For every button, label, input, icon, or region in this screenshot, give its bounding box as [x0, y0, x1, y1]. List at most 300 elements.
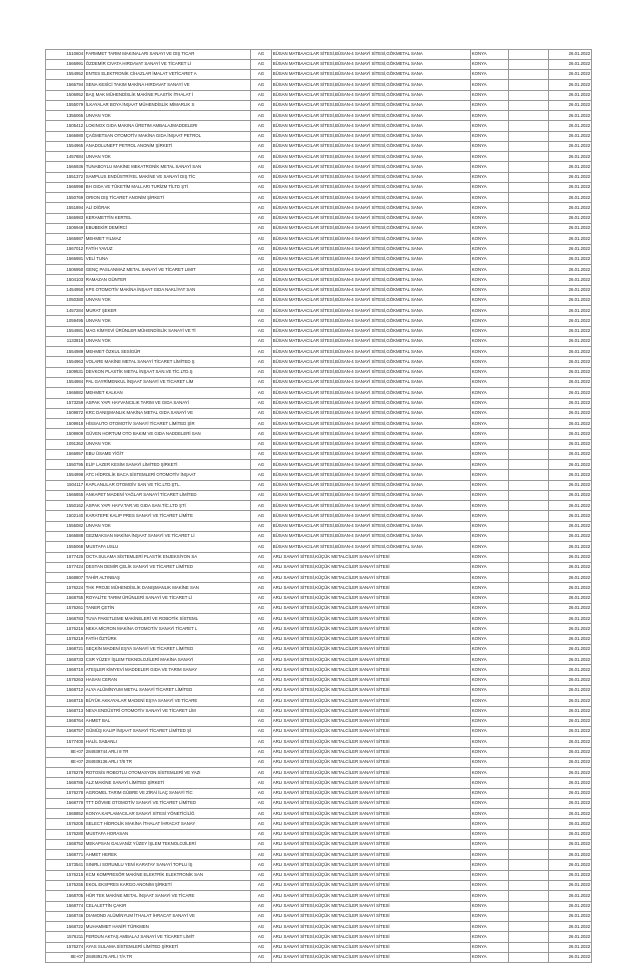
cell-name[interactable]: KARATEPE KALIP PRES SANAYİ VE TİCARET LİMİTE	[85, 511, 251, 521]
cell-name[interactable]: ENTES ELEKTRONİK CİHAZLAR İMALAT VETİCARET A	[85, 70, 251, 80]
cell-id[interactable]: 1568746	[46, 911, 85, 921]
cell-site[interactable]: BÜSAN MATBAACILAR SİTESİ,BÜSAN-4 SANAYİ SİTESİ,GÖKMETAL SANA	[272, 347, 471, 357]
cell-city[interactable]: KONYA	[471, 213, 509, 223]
cell-name[interactable]: MUSTAFA HORASAN	[85, 829, 251, 839]
cell-type[interactable]: AG	[251, 901, 272, 911]
cell-city[interactable]: KONYA	[471, 131, 509, 141]
cell-site[interactable]: ARLI SANAYİ SİTESİ,KÜÇÜK METALCİLER SANAYİ SİTESİ	[272, 932, 471, 942]
cell-city[interactable]: KONYA	[471, 583, 509, 593]
cell-city[interactable]: KONYA	[471, 172, 509, 182]
table-row[interactable]	[46, 603, 592, 613]
cell-id[interactable]: 1566998	[46, 182, 85, 192]
cell-type[interactable]: AG	[251, 213, 272, 223]
cell-site[interactable]: ARLI SANAYİ SİTESİ,KÜÇÜK METALCİLER SANAYİ SİTESİ	[272, 860, 471, 870]
table-row[interactable]	[46, 860, 592, 870]
cell-type[interactable]: AG	[251, 460, 272, 470]
cell-date[interactable]: 26.01.2022	[549, 655, 592, 665]
cell-name[interactable]: SAMPLUS ENDÜSTRİYEL MAKİNE VE SANAYİ DIŞ TİC	[85, 172, 251, 182]
cell-type[interactable]: AG	[251, 819, 272, 829]
cell-site[interactable]: BÜSAN MATBAACILAR SİTESİ,BÜSAN-4 SANAYİ SİTESİ,GÖKMETAL SANA	[272, 542, 471, 552]
cell-name[interactable]: FARMMET TARIM MAKINALARI SANAYI VE DIŞ TICAR	[85, 49, 251, 59]
cell-blank[interactable]	[509, 809, 549, 819]
cell-city[interactable]: KONYA	[471, 573, 509, 583]
cell-site[interactable]: ARLI SANAYİ SİTESİ,KÜÇÜK METALCİLER SANAYİ SİTESİ	[272, 819, 471, 829]
cell-id[interactable]: 1576278	[46, 788, 85, 798]
cell-type[interactable]: AG	[251, 839, 272, 849]
table-row[interactable]	[46, 285, 592, 295]
cell-name[interactable]: ASPAK YAPI HAYVANCILIK TARIM VE GIDA SANAYİ	[85, 398, 251, 408]
cell-blank[interactable]	[509, 254, 549, 264]
cell-site[interactable]: ARLI SANAYİ SİTESİ,KÜÇÜK METALCİLER SANAYİ SİTESİ	[272, 675, 471, 685]
cell-name[interactable]: GEZMAKSAN MAKİNA İNŞAAT SANAYİ VE TİCARET Lİ	[85, 531, 251, 541]
cell-city[interactable]: KONYA	[471, 665, 509, 675]
cell-id[interactable]: 1576215	[46, 870, 85, 880]
table-row[interactable]	[46, 172, 592, 182]
cell-blank[interactable]	[509, 49, 549, 59]
cell-site[interactable]: BÜSAN MATBAACILAR SİTESİ,BÜSAN-4 SANAYİ SİTESİ,GÖKMETAL SANA	[272, 295, 471, 305]
cell-site[interactable]: BÜSAN MATBAACILAR SİTESİ,BÜSAN-4 SANAYİ SİTESİ,GÖKMETAL SANA	[272, 131, 471, 141]
cell-type[interactable]: AG	[251, 162, 272, 172]
table-row[interactable]	[46, 778, 592, 788]
cell-city[interactable]: KONYA	[471, 542, 509, 552]
cell-date[interactable]: 26.01.2022	[549, 275, 592, 285]
cell-id[interactable]: 1568783	[46, 614, 85, 624]
table-row[interactable]	[46, 326, 592, 336]
cell-id[interactable]: 1551372	[46, 172, 85, 182]
cell-name[interactable]: MEHMET ÖZKUL SESİGÜR	[85, 347, 251, 357]
cell-blank[interactable]	[509, 819, 549, 829]
cell-city[interactable]: KONYA	[471, 203, 509, 213]
cell-type[interactable]: AG	[251, 449, 272, 459]
cell-blank[interactable]	[509, 131, 549, 141]
cell-id[interactable]: 1566980	[46, 131, 85, 141]
cell-id[interactable]: 1568710	[46, 665, 85, 675]
cell-blank[interactable]	[509, 542, 549, 552]
cell-blank[interactable]	[509, 747, 549, 757]
cell-site[interactable]: BÜSAN MATBAACILAR SİTESİ,BÜSAN-4 SANAYİ SİTESİ,GÖKMETAL SANA	[272, 306, 471, 316]
cell-city[interactable]: KONYA	[471, 860, 509, 870]
cell-site[interactable]: BÜSAN MATBAACILAR SİTESİ,BÜSAN-4 SANAYİ SİTESİ,GÖKMETAL SANA	[272, 378, 471, 388]
table-row[interactable]	[46, 665, 592, 675]
table-row[interactable]	[46, 809, 592, 819]
cell-blank[interactable]	[509, 429, 549, 439]
cell-date[interactable]: 26.01.2022	[549, 80, 592, 90]
cell-site[interactable]: ARLI SANAYİ SİTESİ,KÜÇÜK METALCİLER SANAYİ SİTESİ	[272, 624, 471, 634]
cell-blank[interactable]	[509, 152, 549, 162]
table-row[interactable]	[46, 193, 592, 203]
cell-site[interactable]: BÜSAN MATBAACILAR SİTESİ,BÜSAN-4 SANAYİ SİTESİ,GÖKMETAL SANA	[272, 336, 471, 346]
cell-id[interactable]: 1554981	[46, 326, 85, 336]
cell-name[interactable]: EBU ÜSAME YİĞİT	[85, 449, 251, 459]
cell-type[interactable]: AG	[251, 778, 272, 788]
table-row[interactable]	[46, 347, 592, 357]
cell-site[interactable]: ARLI SANAYİ SİTESİ,KÜÇÜK METALCİLER SANAYİ SİTESİ	[272, 757, 471, 767]
cell-site[interactable]: BÜSAN MATBAACILAR SİTESİ,BÜSAN-4 SANAYİ SİTESİ,GÖKMETAL SANA	[272, 59, 471, 69]
cell-site[interactable]: BÜSAN MATBAACILAR SİTESİ,BÜSAN-4 SANAYİ SİTESİ,GÖKMETAL SANA	[272, 429, 471, 439]
cell-id[interactable]: 1550795	[46, 460, 85, 470]
cell-id[interactable]: 1577424	[46, 562, 85, 572]
table-row[interactable]	[46, 141, 592, 151]
cell-type[interactable]: AG	[251, 326, 272, 336]
cell-date[interactable]: 26.01.2022	[549, 511, 592, 521]
cell-date[interactable]: 26.01.2022	[549, 429, 592, 439]
cell-name[interactable]: MUHAMMET HANİFİ TÜRKMEN	[85, 922, 251, 932]
cell-date[interactable]: 26.01.2022	[549, 624, 592, 634]
cell-id[interactable]: 1568733	[46, 655, 85, 665]
cell-city[interactable]: KONYA	[471, 111, 509, 121]
cell-id[interactable]: 1566957	[46, 449, 85, 459]
cell-date[interactable]: 26.01.2022	[549, 162, 592, 172]
cell-type[interactable]: AG	[251, 275, 272, 285]
cell-id[interactable]: 1566987	[46, 234, 85, 244]
cell-city[interactable]: KONYA	[471, 449, 509, 459]
cell-date[interactable]: 26.01.2022	[549, 182, 592, 192]
cell-id[interactable]: 1576274	[46, 942, 85, 952]
table-row[interactable]	[46, 490, 592, 500]
cell-city[interactable]: KONYA	[471, 419, 509, 429]
cell-site[interactable]: ARLI SANAYİ SİTESİ,KÜÇÜK METALCİLER SANAYİ SİTESİ	[272, 665, 471, 675]
cell-blank[interactable]	[509, 100, 549, 110]
table-row[interactable]	[46, 747, 592, 757]
cell-city[interactable]: KONYA	[471, 408, 509, 418]
cell-date[interactable]: 26.01.2022	[549, 347, 592, 357]
table-row[interactable]	[46, 634, 592, 644]
cell-blank[interactable]	[509, 901, 549, 911]
cell-id[interactable]: 1502140	[46, 511, 85, 521]
cell-date[interactable]: 26.01.2022	[549, 562, 592, 572]
cell-date[interactable]: 26.01.2022	[549, 860, 592, 870]
cell-type[interactable]: AG	[251, 49, 272, 59]
cell-city[interactable]: KONYA	[471, 757, 509, 767]
cell-blank[interactable]	[509, 141, 549, 151]
cell-blank[interactable]	[509, 449, 549, 459]
table-row[interactable]	[46, 306, 592, 316]
table-row[interactable]	[46, 727, 592, 737]
cell-type[interactable]: AG	[251, 552, 272, 562]
cell-type[interactable]: AG	[251, 942, 272, 952]
cell-date[interactable]: 26.01.2022	[549, 203, 592, 213]
cell-date[interactable]: 26.01.2022	[549, 665, 592, 675]
cell-id[interactable]: 1568705	[46, 891, 85, 901]
cell-type[interactable]: AG	[251, 727, 272, 737]
cell-name[interactable]: MUSTAFA USLU	[85, 542, 251, 552]
table-row[interactable]	[46, 357, 592, 367]
cell-site[interactable]: BÜSAN MATBAACILAR SİTESİ,BÜSAN-4 SANAYİ SİTESİ,GÖKMETAL SANA	[272, 234, 471, 244]
cell-city[interactable]: KONYA	[471, 870, 509, 880]
cell-type[interactable]: AG	[251, 881, 272, 891]
cell-type[interactable]: AG	[251, 614, 272, 624]
cell-name[interactable]: TUVA PAKETLEME MAKİNELERİ VE ROBOTİK SİSTEML	[85, 614, 251, 624]
cell-site[interactable]: ARLI SANAYİ SİTESİ,KÜÇÜK METALCİLER SANAYİ SİTESİ	[272, 952, 471, 962]
cell-id[interactable]: 1356065	[46, 111, 85, 121]
cell-city[interactable]: KONYA	[471, 922, 509, 932]
cell-city[interactable]: KONYA	[471, 336, 509, 346]
cell-site[interactable]: BÜSAN MATBAACILAR SİTESİ,BÜSAN-4 SANAYİ SİTESİ,GÖKMETAL SANA	[272, 501, 471, 511]
cell-name[interactable]: GÜMÜŞ KALIP İNŞAAT SANAYİ TİCARET LİMİTED Şİ	[85, 727, 251, 737]
table-row[interactable]	[46, 881, 592, 891]
cell-name[interactable]: NEVA ENDÜSTRİ OTOMOTİV SANAYİ VE TİCARET LİM	[85, 706, 251, 716]
cell-site[interactable]: ARLI SANAYİ SİTESİ,KÜÇÜK METALCİLER SANAYİ SİTESİ	[272, 768, 471, 778]
cell-id[interactable]: 1554965	[46, 141, 85, 151]
cell-date[interactable]: 26.01.2022	[549, 850, 592, 860]
cell-site[interactable]: ARLI SANAYİ SİTESİ,KÜÇÜK METALCİLER SANAYİ SİTESİ	[272, 922, 471, 932]
cell-city[interactable]: KONYA	[471, 819, 509, 829]
table-row[interactable]	[46, 162, 592, 172]
cell-name[interactable]: SEÇKİN MADENİ EŞYA SANAYİ VE TİCARET LİMİTED	[85, 644, 251, 654]
cell-type[interactable]: AG	[251, 583, 272, 593]
cell-city[interactable]: KONYA	[471, 768, 509, 778]
cell-date[interactable]: 26.01.2022	[549, 285, 592, 295]
cell-name[interactable]: KRC DANIŞMANLIK MAKİNA METAL GIDA SANAYİ VE	[85, 408, 251, 418]
cell-type[interactable]: AG	[251, 357, 272, 367]
cell-blank[interactable]	[509, 367, 549, 377]
cell-blank[interactable]	[509, 265, 549, 275]
cell-blank[interactable]	[509, 911, 549, 921]
cell-blank[interactable]	[509, 306, 549, 316]
cell-city[interactable]: KONYA	[471, 439, 509, 449]
cell-id[interactable]: 1576255	[46, 881, 85, 891]
cell-city[interactable]: KONYA	[471, 100, 509, 110]
cell-type[interactable]: AG	[251, 531, 272, 541]
cell-id[interactable]: 8E+07	[46, 747, 85, 757]
cell-blank[interactable]	[509, 244, 549, 254]
cell-blank[interactable]	[509, 234, 549, 244]
cell-city[interactable]: KONYA	[471, 531, 509, 541]
cell-blank[interactable]	[509, 737, 549, 747]
cell-site[interactable]: ARLI SANAYİ SİTESİ,KÜÇÜK METALCİLER SANAYİ SİTESİ	[272, 881, 471, 891]
cell-city[interactable]: KONYA	[471, 152, 509, 162]
cell-site[interactable]: ARLI SANAYİ SİTESİ,KÜÇÜK METALCİLER SANAYİ SİTESİ	[272, 716, 471, 726]
table-row[interactable]	[46, 234, 592, 244]
cell-name[interactable]: OCTA SULAMA SİSTEMLERİ PLASTİK ENJEKSİYON SA	[85, 552, 251, 562]
cell-city[interactable]: KONYA	[471, 593, 509, 603]
cell-city[interactable]: KONYA	[471, 244, 509, 254]
cell-date[interactable]: 26.01.2022	[549, 809, 592, 819]
cell-date[interactable]: 26.01.2022	[549, 952, 592, 962]
cell-city[interactable]: KONYA	[471, 265, 509, 275]
cell-type[interactable]: AG	[251, 470, 272, 480]
cell-site[interactable]: ARLI SANAYİ SİTESİ,KÜÇÜK METALCİLER SANAYİ SİTESİ	[272, 573, 471, 583]
cell-site[interactable]: ARLI SANAYİ SİTESİ,KÜÇÜK METALCİLER SANAYİ SİTESİ	[272, 614, 471, 624]
table-row[interactable]	[46, 901, 592, 911]
cell-city[interactable]: KONYA	[471, 121, 509, 131]
cell-blank[interactable]	[509, 716, 549, 726]
cell-date[interactable]: 26.01.2022	[549, 891, 592, 901]
cell-name[interactable]: KCM KOMPRESÖR MAKİNE ELEKTRİK ELEKTRONİK SAN	[85, 870, 251, 880]
cell-date[interactable]: 26.01.2022	[549, 614, 592, 624]
cell-date[interactable]: 26.01.2022	[549, 357, 592, 367]
cell-date[interactable]: 26.01.2022	[549, 870, 592, 880]
cell-date[interactable]: 26.01.2022	[549, 470, 592, 480]
cell-type[interactable]: AG	[251, 439, 272, 449]
cell-blank[interactable]	[509, 922, 549, 932]
cell-name[interactable]: ATC HİDROLİK BACA SİSTEMLERİ OTOMOTİV İNŞAAT	[85, 470, 251, 480]
cell-site[interactable]: ARLI SANAYİ SİTESİ,KÜÇÜK METALCİLER SANAYİ SİTESİ	[272, 634, 471, 644]
table-row[interactable]	[46, 203, 592, 213]
cell-id[interactable]: 1576205	[46, 819, 85, 829]
cell-blank[interactable]	[509, 275, 549, 285]
cell-type[interactable]: AG	[251, 521, 272, 531]
cell-site[interactable]: ARLI SANAYİ SİTESİ,KÜÇÜK METALCİLER SANAYİ SİTESİ	[272, 870, 471, 880]
cell-date[interactable]: 26.01.2022	[549, 316, 592, 326]
cell-type[interactable]: AG	[251, 685, 272, 695]
cell-name[interactable]: SINIRLI SORUMLU YENİ KARATAY SANAYİ TOPLU İŞ	[85, 860, 251, 870]
table-row[interactable]	[46, 59, 592, 69]
cell-site[interactable]: BÜSAN MATBAACILAR SİTESİ,BÜSAN-4 SANAYİ SİTESİ,GÖKMETAL SANA	[272, 49, 471, 59]
cell-date[interactable]: 26.01.2022	[549, 531, 592, 541]
cell-name[interactable]: LOKINOX GIDA MAKINA ÜRETIM AMBALAJMADDELERI	[85, 121, 251, 131]
cell-date[interactable]: 26.01.2022	[549, 306, 592, 316]
table-row[interactable]	[46, 706, 592, 716]
table-row[interactable]	[46, 696, 592, 706]
cell-name[interactable]: UNVAN YOK	[85, 439, 251, 449]
cell-id[interactable]: 1554998	[46, 470, 85, 480]
cell-site[interactable]: BÜSAN MATBAACILAR SİTESİ,BÜSAN-4 SANAYİ SİTESİ,GÖKMETAL SANA	[272, 70, 471, 80]
cell-site[interactable]: BÜSAN MATBAACILAR SİTESİ,BÜSAN-4 SANAYİ SİTESİ,GÖKMETAL SANA	[272, 460, 471, 470]
cell-type[interactable]: AG	[251, 788, 272, 798]
table-row[interactable]	[46, 573, 592, 583]
cell-type[interactable]: AG	[251, 870, 272, 880]
cell-date[interactable]: 26.01.2022	[549, 480, 592, 490]
cell-date[interactable]: 26.01.2022	[549, 265, 592, 275]
cell-type[interactable]: AG	[251, 747, 272, 757]
cell-id[interactable]: 1059495	[46, 316, 85, 326]
table-row[interactable]	[46, 531, 592, 541]
cell-date[interactable]: 26.01.2022	[549, 388, 592, 398]
table-row[interactable]	[46, 70, 592, 80]
cell-city[interactable]: KONYA	[471, 655, 509, 665]
cell-blank[interactable]	[509, 501, 549, 511]
cell-name[interactable]: ANKAPET MADENİ YAĞLAR SANAYİ TİCARET LİMİTED	[85, 490, 251, 500]
table-row[interactable]	[46, 644, 592, 654]
cell-city[interactable]: KONYA	[471, 696, 509, 706]
table-row[interactable]	[46, 429, 592, 439]
cell-name[interactable]: HASAN CERAN	[85, 675, 251, 685]
cell-type[interactable]: AG	[251, 347, 272, 357]
cell-blank[interactable]	[509, 121, 549, 131]
cell-id[interactable]: 1050380	[46, 295, 85, 305]
cell-site[interactable]: BÜSAN MATBAACILAR SİTESİ,BÜSAN-4 SANAYİ SİTESİ,GÖKMETAL SANA	[272, 90, 471, 100]
cell-city[interactable]: KONYA	[471, 224, 509, 234]
cell-blank[interactable]	[509, 521, 549, 531]
cell-name[interactable]: UNVAN YOK	[85, 521, 251, 531]
cell-date[interactable]: 26.01.2022	[549, 172, 592, 182]
cell-name[interactable]: ÇAĞMETSAN OTOMOTİV MAKİNA GIDA İNŞAAT PETROL	[85, 131, 251, 141]
cell-id[interactable]: 1566855	[46, 490, 85, 500]
cell-blank[interactable]	[509, 757, 549, 767]
table-row[interactable]	[46, 265, 592, 275]
cell-type[interactable]: AG	[251, 768, 272, 778]
cell-id[interactable]: 1568757	[46, 727, 85, 737]
table-row[interactable]	[46, 254, 592, 264]
cell-type[interactable]: AG	[251, 603, 272, 613]
cell-date[interactable]: 26.01.2022	[549, 152, 592, 162]
cell-city[interactable]: KONYA	[471, 788, 509, 798]
cell-site[interactable]: BÜSAN MATBAACILAR SİTESİ,BÜSAN-4 SANAYİ SİTESİ,GÖKMETAL SANA	[272, 80, 471, 90]
table-row[interactable]	[46, 244, 592, 254]
cell-city[interactable]: KONYA	[471, 614, 509, 624]
cell-city[interactable]: KONYA	[471, 809, 509, 819]
cell-blank[interactable]	[509, 655, 549, 665]
cell-site[interactable]: BÜSAN MATBAACILAR SİTESİ,BÜSAN-4 SANAYİ SİTESİ,GÖKMETAL SANA	[272, 326, 471, 336]
cell-type[interactable]: AG	[251, 501, 272, 511]
cell-date[interactable]: 26.01.2022	[549, 634, 592, 644]
cell-name[interactable]: GENÇ PASLANMAZ METAL SANAYİ VE TİCARET LIMIT	[85, 265, 251, 275]
cell-city[interactable]: KONYA	[471, 685, 509, 695]
cell-date[interactable]: 26.01.2022	[549, 111, 592, 121]
cell-type[interactable]: AG	[251, 59, 272, 69]
cell-city[interactable]: KONYA	[471, 347, 509, 357]
cell-type[interactable]: AG	[251, 644, 272, 654]
cell-id[interactable]: 1505412	[46, 121, 85, 131]
cell-site[interactable]: BÜSAN MATBAACILAR SİTESİ,BÜSAN-4 SANAYİ SİTESİ,GÖKMETAL SANA	[272, 285, 471, 295]
cell-name[interactable]: ROYALİTE TARIM ÜRÜNLERİ SANAYİ VE TİCARET Lİ	[85, 593, 251, 603]
cell-city[interactable]: KONYA	[471, 521, 509, 531]
cell-type[interactable]: AG	[251, 696, 272, 706]
cell-name[interactable]: FATİH ÖZTÜRK	[85, 634, 251, 644]
cell-blank[interactable]	[509, 562, 549, 572]
table-row[interactable]	[46, 439, 592, 449]
cell-site[interactable]: ARLI SANAYİ SİTESİ,KÜÇÜK METALCİLER SANAYİ SİTESİ	[272, 829, 471, 839]
cell-date[interactable]: 26.01.2022	[549, 326, 592, 336]
cell-blank[interactable]	[509, 860, 549, 870]
cell-blank[interactable]	[509, 378, 549, 388]
cell-id[interactable]: 1568752	[46, 839, 85, 849]
cell-name[interactable]: VELİ TUNA	[85, 254, 251, 264]
cell-name[interactable]: İLKAYALAR BOYA İNŞAAT MÜHENDİSLİK MİMARLIK S	[85, 100, 251, 110]
table-row[interactable]	[46, 182, 592, 192]
cell-blank[interactable]	[509, 624, 549, 634]
cell-id[interactable]: 1568852	[46, 809, 85, 819]
cell-id[interactable]: 1576263	[46, 675, 85, 685]
cell-blank[interactable]	[509, 470, 549, 480]
cell-type[interactable]: AG	[251, 388, 272, 398]
cell-name[interactable]: HİSSAUTO OTOMOTİV SANAYİ TİCARET LİMİTED ŞİR	[85, 419, 251, 429]
cell-date[interactable]: 26.01.2022	[549, 881, 592, 891]
cell-site[interactable]: ARLI SANAYİ SİTESİ,KÜÇÜK METALCİLER SANAYİ SİTESİ	[272, 839, 471, 849]
cell-blank[interactable]	[509, 850, 549, 860]
cell-type[interactable]: AG	[251, 952, 272, 962]
table-row[interactable]	[46, 870, 592, 880]
cell-date[interactable]: 26.01.2022	[549, 121, 592, 131]
cell-city[interactable]: KONYA	[471, 952, 509, 962]
cell-name[interactable]: DESTAN DEMİR ÇELİK SANAYİ VE TİCARET LİMİTED	[85, 562, 251, 572]
cell-city[interactable]: KONYA	[471, 275, 509, 285]
table-row[interactable]	[46, 583, 592, 593]
cell-id[interactable]: 1554989	[46, 347, 85, 357]
cell-city[interactable]: KONYA	[471, 747, 509, 757]
cell-id[interactable]: 1576216	[46, 624, 85, 634]
table-row[interactable]	[46, 655, 592, 665]
cell-city[interactable]: KONYA	[471, 162, 509, 172]
cell-id[interactable]: 1568722	[46, 922, 85, 932]
cell-type[interactable]: AG	[251, 336, 272, 346]
cell-id[interactable]: 1568715	[46, 696, 85, 706]
cell-blank[interactable]	[509, 706, 549, 716]
cell-name[interactable]: TAHİR ALTINBAŞ	[85, 573, 251, 583]
cell-type[interactable]: AG	[251, 757, 272, 767]
cell-blank[interactable]	[509, 182, 549, 192]
cell-type[interactable]: AG	[251, 716, 272, 726]
cell-blank[interactable]	[509, 603, 549, 613]
table-row[interactable]	[46, 819, 592, 829]
cell-site[interactable]: ARLI SANAYİ SİTESİ,KÜÇÜK METALCİLER SANAYİ SİTESİ	[272, 562, 471, 572]
cell-site[interactable]: BÜSAN MATBAACILAR SİTESİ,BÜSAN-4 SANAYİ SİTESİ,GÖKMETAL SANA	[272, 439, 471, 449]
cell-city[interactable]: KONYA	[471, 295, 509, 305]
cell-id[interactable]: 1576219	[46, 634, 85, 644]
cell-site[interactable]: ARLI SANAYİ SİTESİ,KÜÇÜK METALCİLER SANAYİ SİTESİ	[272, 727, 471, 737]
table-row[interactable]	[46, 614, 592, 624]
